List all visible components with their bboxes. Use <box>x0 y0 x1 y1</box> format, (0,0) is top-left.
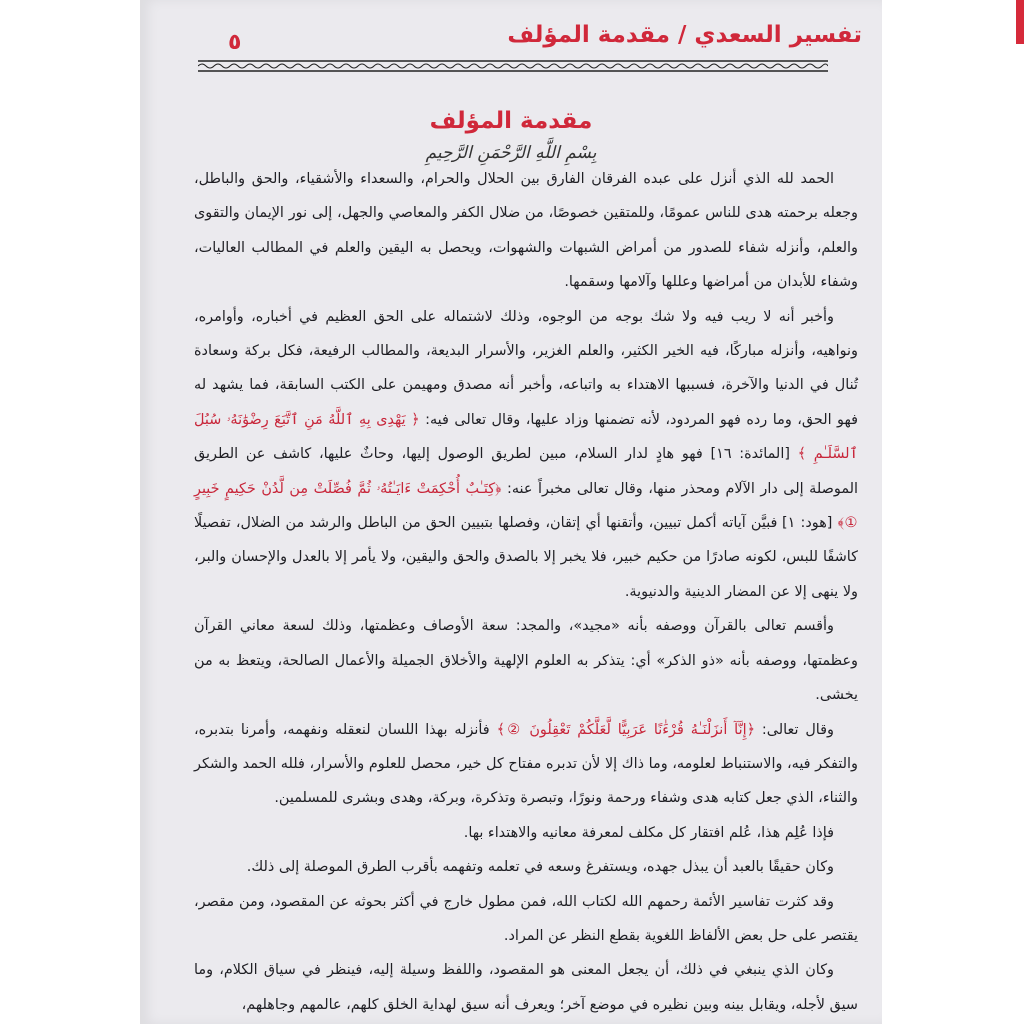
paragraph-4 <box>194 713 858 816</box>
paragraph-2-text-c: [هود: ١] فبيَّن آياته أكمل تبيين، وأتقنها أي إتقان، وفصلها بتبيين الحق من الباطل والرشد من الضلال، تفصيلًا كاشفًا للبس، لكونه صادرًا من حكيم خبير، فلا يخبر إلا بالصدق والحق واليقين، ولا يأمر إلا بالعدل والإحسان والبر، ولا ينهى إلا عن المضار الدينية والدنيوية. <box>194 515 858 600</box>
paragraph-8: وكان الذي ينبغي في ذلك، أن يجعل المعنى هو المقصود، واللفظ وسيلة إليه، فينظر في سياق الكلام، وما سيق لأجله، ويقابل بينه وبين نظيره في موضع آخر؛ ويعرف أنه سيق لهداية الخلق كلهم، عالمهم وجاهلهم، <box>194 962 858 1013</box>
paragraph-3: وأقسم تعالى بالقرآن ووصفه بأنه «مجيد»، والمجد: سعة الأوصاف وعظمتها، وذلك لسعة معاني القرآن وعظمتها، ووصفه بأنه «ذو الذكر» أي: يتذكر به العلوم الإلهية والأخلاق الجميلة والأعمال الصالحة، ويتعظ به من يخشى. <box>194 618 858 704</box>
paragraph-4-text-b: فأنزله بهذا اللسان لنعقله ونفهمه، وأمرنا بتدبره، والتفكر فيه، والاستنباط لعلومه، وما ذاك إلا لأن تدبره مفتاح كل خير، محصل للعلوم والأسرار، فلله الحمد والشكر والثناء، الذي جعل كتابه هدى وشفاء ورحمة ونورًا، وتبصرة وتذكرة، وبركة، وهدى وبشرى للمسلمين. <box>194 721 858 807</box>
paragraph-6: وكان حقيقًا بالعبد أن يبذل جهده، ويستفرغ وسعه في تعلمه وتفهمه بأقرب الطرق الموصلة إلى ذلك. <box>246 859 834 876</box>
adjacent-page-margin <box>882 0 1024 1024</box>
paragraph-7: وقد كثرت تفاسير الأئمة رحمهم الله لكتاب الله، فمن مطول خارج في أكثر بحوثه عن المقصود، ومن مقصر، يقتصر على حل بعض الألفاظ اللغوية بقطع النظر عن المراد. <box>194 893 858 944</box>
section-title: مقدمة المؤلف <box>429 108 593 134</box>
running-header-title: تفسير السعدي / مقدمة المؤلف <box>507 22 862 48</box>
header-ornament-divider <box>198 58 828 74</box>
paragraph-1: الحمد لله الذي أنزل على عبده الفرقان الفارق بين الحلال والحرام، والسعداء والأشقياء، والحق والباطل، وجعله برحمته هدى للناس عمومًا، وللمتقين خصوصًا، من ضلال الكفر والمعاصي والجهل، إلى نور الإيمان والتقوى والعلم، وأنزله شفاء للصدور من أمراض الشبهات والشهوات، ويحصل به اليقين والعلم في المطالب العاليات، وشفاء للأبدان من أمراضها وعللها وآلامها وسقمها. <box>194 171 858 291</box>
paragraph-2 <box>194 300 858 610</box>
book-page <box>140 0 882 1024</box>
body-text <box>194 162 858 1022</box>
red-page-edge <box>1016 0 1024 44</box>
basmala-calligraphy: بِسْمِ اللَّهِ الرَّحْمَنِ الرَّحِيمِ <box>425 143 597 163</box>
page-number: ٥ <box>228 30 242 55</box>
quran-verse-yusuf: ﴿إِنَّآ أَنزَلْنَـٰهُ قُرْءَٰنًا عَرَبِيًّا لَّعَلَّكُمْ تَعْقِلُونَ ②﴾ <box>496 721 756 738</box>
paragraph-5: فإذا عُلِم هذا، عُلم افتقار كل مكلف لمعرفة معانيه والاهتداء بها. <box>463 824 834 841</box>
paragraph-2-text-b: [المائدة: ١٦] فهو هادٍ لدار السلام، مبين لطريق الوصول إليها، وحاثٌ عليها، كاشف عن الطريق الموصلة إلى دار الآلام ومحذر منها، وقال تعالى مخبراً عنه: <box>194 446 859 497</box>
quran-verse-maidah: ﴿ يَهْدِى بِهِ ٱللَّهُ مَنِ ٱتَّبَعَ رِضْوَٰنَهُۥ سُبُلَ ٱلسَّلَـٰمِ ﴾ <box>194 411 858 463</box>
paragraph-2-text-a: وأخبر أنه لا ريب فيه ولا شك بوجه من الوجوه، وذلك لاشتماله على الحق العظيم في أخباره، وأوامره، ونواهيه، وأنزله مباركًا، فيه الخير الكثير، والعلم الغزير، والأسرار البديعة، والمطالب الرفيعة، فكل بركة وسعادة تُنال في الدنيا والآخرة، فسببها الاهتداء به واتباعه، وأخبر أنه مصدق ومهيمن على الكتب السابقة، فما يشهد له فهو الحق، وما رده فهو المردود، لأنه تضمنها وزاد عليها، وقال تعالى فيه: <box>194 308 859 428</box>
quran-verse-hud: ﴿كِتَـٰبٌ أُحْكِمَتْ ءَايَـٰتُهُۥ ثُمَّ فُصِّلَتْ مِن لَّدُنْ حَكِيمٍ خَبِيرٍ ①﴾ <box>194 480 859 532</box>
paragraph-4-text-a: وقال تعالى: <box>761 721 834 738</box>
